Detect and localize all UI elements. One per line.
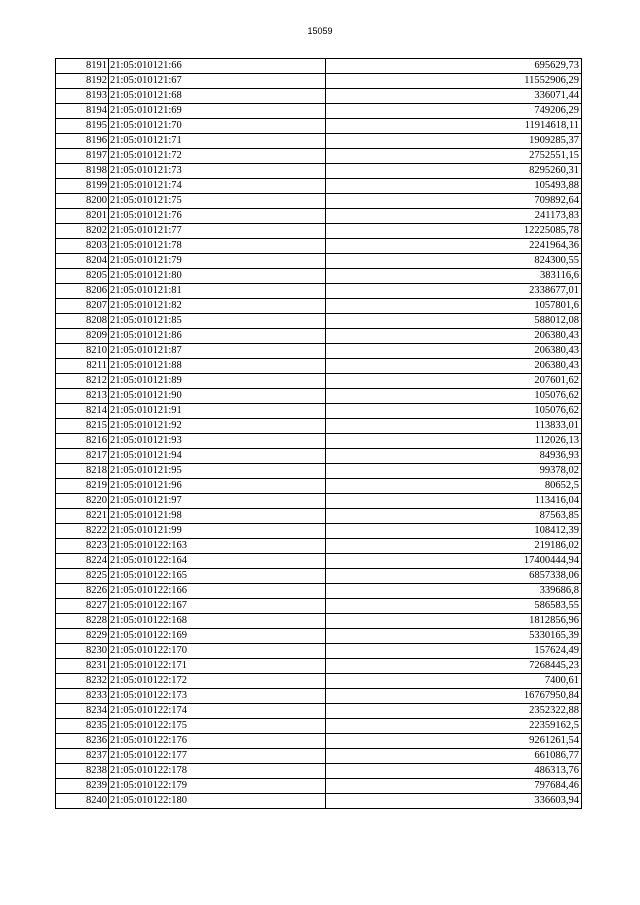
table-row [56,539,582,554]
row-number-cell: 8213 [56,389,109,404]
table-row [56,779,582,794]
cadastral-value-cell: 1057801,6 [326,299,582,314]
table-row [56,89,582,104]
table-row [56,179,582,194]
row-number-cell: 8199 [56,179,109,194]
row-number-cell: 8196 [56,134,109,149]
table-row [56,329,582,344]
table-row [56,254,582,269]
row-number-cell: 8240 [56,794,109,809]
row-number-cell: 8193 [56,89,109,104]
cadastral-value-cell: 586583,55 [326,599,582,614]
cadastral-number-cell: 21:05:010121:96 [109,479,326,494]
cadastral-number-cell: 21:05:010121:92 [109,419,326,434]
table-row [56,509,582,524]
cadastral-number-cell: 21:05:010121:82 [109,299,326,314]
cadastral-number-cell: 21:05:010121:79 [109,254,326,269]
table-row [56,104,582,119]
page-number: 15059 [307,26,333,36]
cadastral-value-cell: 11914618,11 [326,119,582,134]
table-row [56,239,582,254]
cadastral-number-cell: 21:05:010122:173 [109,689,326,704]
row-number-cell: 8197 [56,149,109,164]
row-number-cell: 8206 [56,284,109,299]
row-number-cell: 8194 [56,104,109,119]
cadastral-value-cell: 22359162,5 [326,719,582,734]
table-row [56,149,582,164]
row-number-cell: 8212 [56,374,109,389]
table-row [56,764,582,779]
table-row [56,59,582,74]
row-number-cell: 8216 [56,434,109,449]
table-row [56,569,582,584]
row-number-cell: 8233 [56,689,109,704]
cadastral-number-cell: 21:05:010121:95 [109,464,326,479]
row-number-cell: 8227 [56,599,109,614]
cadastral-number-cell: 21:05:010121:77 [109,224,326,239]
table-row [56,719,582,734]
cadastral-number-cell: 21:05:010121:88 [109,359,326,374]
cadastral-value-cell: 206380,43 [326,359,582,374]
cadastral-number-cell: 21:05:010122:178 [109,764,326,779]
cadastral-value-cell: 1812856,96 [326,614,582,629]
cadastral-value-cell: 2752551,15 [326,149,582,164]
cadastral-number-cell: 21:05:010122:180 [109,794,326,809]
table-row [56,464,582,479]
table-row [56,404,582,419]
table-row [56,269,582,284]
row-number-cell: 8215 [56,419,109,434]
cadastral-number-cell: 21:05:010121:97 [109,494,326,509]
table-row [56,614,582,629]
cadastral-value-cell: 2241964,36 [326,239,582,254]
cadastral-value-cell: 588012,08 [326,314,582,329]
row-number-cell: 8207 [56,299,109,314]
cadastral-number-cell: 21:05:010121:66 [109,59,326,74]
table-row [56,314,582,329]
table-row [56,644,582,659]
row-number-cell: 8232 [56,674,109,689]
cadastral-number-cell: 21:05:010122:176 [109,734,326,749]
table-row [56,794,582,809]
cadastral-number-cell: 21:05:010122:164 [109,554,326,569]
table-row [56,674,582,689]
table-row [56,494,582,509]
table-row [56,554,582,569]
cadastral-value-cell: 5330165,39 [326,629,582,644]
cadastral-number-cell: 21:05:010121:89 [109,374,326,389]
table-row [56,629,582,644]
cadastral-number-cell: 21:05:010121:78 [109,239,326,254]
cadastral-number-cell: 21:05:010121:69 [109,104,326,119]
cadastral-number-cell: 21:05:010121:68 [109,89,326,104]
table-row [56,734,582,749]
row-number-cell: 8191 [56,59,109,74]
row-number-cell: 8236 [56,734,109,749]
cadastral-number-cell: 21:05:010122:175 [109,719,326,734]
cadastral-number-cell: 21:05:010121:87 [109,344,326,359]
cadastral-number-cell: 21:05:010122:177 [109,749,326,764]
cadastral-number-cell: 21:05:010122:165 [109,569,326,584]
table-row [56,659,582,674]
table-row [56,194,582,209]
cadastral-number-cell: 21:05:010121:93 [109,434,326,449]
cadastral-value-cell: 7400,61 [326,674,582,689]
table-row [56,344,582,359]
row-number-cell: 8226 [56,584,109,599]
cadastral-number-cell: 21:05:010121:76 [109,209,326,224]
cadastral-value-cell: 113416,04 [326,494,582,509]
cadastral-value-cell: 797684,46 [326,779,582,794]
cadastral-number-cell: 21:05:010121:74 [109,179,326,194]
row-number-cell: 8237 [56,749,109,764]
cadastral-number-cell: 21:05:010121:71 [109,134,326,149]
row-number-cell: 8234 [56,704,109,719]
row-number-cell: 8202 [56,224,109,239]
row-number-cell: 8220 [56,494,109,509]
cadastral-value-cell: 824300,55 [326,254,582,269]
cadastral-number-cell: 21:05:010122:174 [109,704,326,719]
cadastral-value-cell: 2352322,88 [326,704,582,719]
cadastral-value-cell: 695629,73 [326,59,582,74]
table-row [56,164,582,179]
row-number-cell: 8222 [56,524,109,539]
row-number-cell: 8214 [56,404,109,419]
cadastral-value-cell: 6857338,06 [326,569,582,584]
table-row [56,134,582,149]
cadastral-value-cell: 336071,44 [326,89,582,104]
table-body [56,59,582,809]
cadastral-number-cell: 21:05:010122:179 [109,779,326,794]
cadastral-value-cell: 9261261,54 [326,734,582,749]
row-number-cell: 8238 [56,764,109,779]
cadastral-value-cell: 206380,43 [326,344,582,359]
table-row [56,374,582,389]
cadastral-value-cell: 207601,62 [326,374,582,389]
row-number-cell: 8209 [56,329,109,344]
row-number-cell: 8205 [56,269,109,284]
cadastral-value-cell: 108412,39 [326,524,582,539]
cadastral-number-cell: 21:05:010122:170 [109,644,326,659]
table-row [56,74,582,89]
cadastral-number-cell: 21:05:010122:167 [109,599,326,614]
row-number-cell: 8235 [56,719,109,734]
cadastral-value-cell: 7268445,23 [326,659,582,674]
cadastral-number-cell: 21:05:010122:169 [109,629,326,644]
cadastral-number-cell: 21:05:010121:67 [109,74,326,89]
cadastral-number-cell: 21:05:010121:99 [109,524,326,539]
row-number-cell: 8239 [56,779,109,794]
cadastral-number-cell: 21:05:010121:73 [109,164,326,179]
row-number-cell: 8204 [56,254,109,269]
cadastral-number-cell: 21:05:010121:80 [109,269,326,284]
table-row [56,434,582,449]
row-number-cell: 8224 [56,554,109,569]
cadastral-value-cell: 11552906,29 [326,74,582,89]
cadastral-value-cell: 99378,02 [326,464,582,479]
cadastral-number-cell: 21:05:010122:163 [109,539,326,554]
cadastral-number-cell: 21:05:010121:81 [109,284,326,299]
cadastral-value-cell: 17400444,94 [326,554,582,569]
row-number-cell: 8217 [56,449,109,464]
row-number-cell: 8225 [56,569,109,584]
cadastral-number-cell: 21:05:010122:172 [109,674,326,689]
cadastral-value-cell: 105076,62 [326,389,582,404]
table-row [56,119,582,134]
cadastral-value-cell: 157624,49 [326,644,582,659]
cadastral-value-cell: 336603,94 [326,794,582,809]
cadastral-number-cell: 21:05:010121:85 [109,314,326,329]
cadastral-value-cell: 105493,88 [326,179,582,194]
cadastral-value-cell: 12225085,78 [326,224,582,239]
cadastral-value-cell: 113833,01 [326,419,582,434]
cadastral-value-cell: 80652,5 [326,479,582,494]
table-row [56,209,582,224]
cadastral-value-cell: 749206,29 [326,104,582,119]
cadastral-value-cell: 84936,93 [326,449,582,464]
cadastral-value-cell: 8295260,31 [326,164,582,179]
cadastral-value-cell: 206380,43 [326,329,582,344]
row-number-cell: 8208 [56,314,109,329]
cadastral-value-cell: 1909285,37 [326,134,582,149]
table-row [56,524,582,539]
row-number-cell: 8195 [56,119,109,134]
table-row [56,284,582,299]
cadastral-number-cell: 21:05:010121:70 [109,119,326,134]
row-number-cell: 8211 [56,359,109,374]
row-number-cell: 8229 [56,629,109,644]
row-number-cell: 8221 [56,509,109,524]
table-row [56,224,582,239]
table-row [56,479,582,494]
table-row [56,749,582,764]
table-row [56,689,582,704]
row-number-cell: 8192 [56,74,109,89]
table-row [56,449,582,464]
cadastral-value-cell: 241173,83 [326,209,582,224]
cadastral-value-cell: 383116,6 [326,269,582,284]
row-number-cell: 8200 [56,194,109,209]
table-row [56,584,582,599]
row-number-cell: 8219 [56,479,109,494]
cadastral-value-cell: 486313,76 [326,764,582,779]
table-row [56,599,582,614]
row-number-cell: 8198 [56,164,109,179]
table-row [56,704,582,719]
row-number-cell: 8231 [56,659,109,674]
cadastral-value-cell: 219186,02 [326,539,582,554]
cadastral-number-cell: 21:05:010121:72 [109,149,326,164]
row-number-cell: 8228 [56,614,109,629]
cadastral-number-cell: 21:05:010121:90 [109,389,326,404]
cadastral-value-table [55,58,582,809]
cadastral-number-cell: 21:05:010121:91 [109,404,326,419]
cadastral-number-cell: 21:05:010122:166 [109,584,326,599]
cadastral-value-cell: 16767950,84 [326,689,582,704]
table-row [56,419,582,434]
table-row [56,389,582,404]
row-number-cell: 8230 [56,644,109,659]
cadastral-number-cell: 21:05:010122:171 [109,659,326,674]
table-row [56,359,582,374]
cadastral-value-cell: 2338677,01 [326,284,582,299]
cadastral-number-cell: 21:05:010121:75 [109,194,326,209]
cadastral-value-cell: 339686,8 [326,584,582,599]
row-number-cell: 8210 [56,344,109,359]
cadastral-value-cell: 105076,62 [326,404,582,419]
row-number-cell: 8223 [56,539,109,554]
cadastral-value-cell: 112026,13 [326,434,582,449]
cadastral-number-cell: 21:05:010121:86 [109,329,326,344]
cadastral-value-cell: 661086,77 [326,749,582,764]
cadastral-number-cell: 21:05:010121:94 [109,449,326,464]
row-number-cell: 8203 [56,239,109,254]
cadastral-number-cell: 21:05:010122:168 [109,614,326,629]
row-number-cell: 8218 [56,464,109,479]
cadastral-value-cell: 87563,85 [326,509,582,524]
cadastral-number-cell: 21:05:010121:98 [109,509,326,524]
row-number-cell: 8201 [56,209,109,224]
cadastral-value-cell: 709892,64 [326,194,582,209]
table-row [56,299,582,314]
